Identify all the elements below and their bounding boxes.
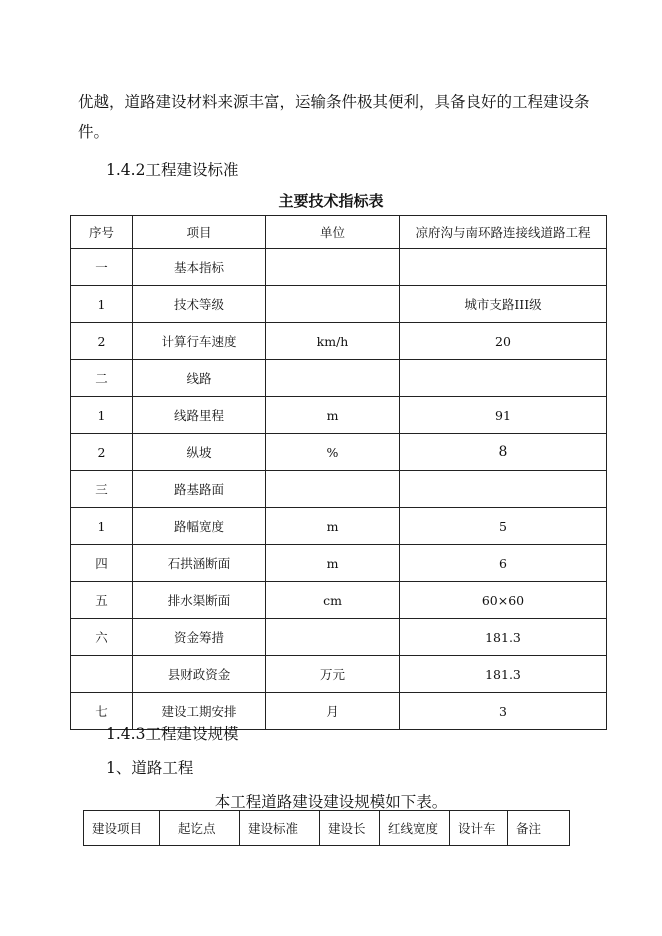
cell-item: 路幅宽度 (133, 508, 266, 545)
header-design-vehicle: 设计车 (450, 811, 508, 846)
cell-value: 8 (400, 434, 607, 471)
cell-item: 纵坡 (133, 434, 266, 471)
cell-item: 资金筹措 (133, 619, 266, 656)
header-standard: 建设标准 (240, 811, 320, 846)
cell-no: 1 (71, 397, 133, 434)
cell-value: 城市支路III级 (400, 286, 607, 323)
table-row (71, 397, 607, 434)
cell-unit (266, 619, 400, 656)
header-no: 序号 (71, 216, 133, 249)
cell-no: 四 (71, 545, 133, 582)
table-row (71, 323, 607, 360)
table-row (71, 249, 607, 286)
cell-value: 3 (400, 693, 607, 730)
table-row (71, 582, 607, 619)
cell-item: 线路 (133, 360, 266, 397)
header-project: 凉府沟与南环路连接线道路工程 (400, 216, 607, 249)
intro-line-2: 件。 (78, 123, 110, 141)
table-row (71, 656, 607, 693)
table-row (71, 545, 607, 582)
section-heading-1-4-3: 1.4.3工程建设规模 (106, 725, 239, 743)
scale-header-row (84, 811, 570, 846)
cell-value (400, 249, 607, 286)
header-start-end: 起讫点 (160, 811, 240, 846)
cell-value: 20 (400, 323, 607, 360)
subsection-road-works: 1、道路工程 (106, 759, 194, 777)
table-row (71, 619, 607, 656)
cell-value: 181.3 (400, 656, 607, 693)
table-row (71, 360, 607, 397)
cell-unit: 月 (266, 693, 400, 730)
construction-scale-table (83, 810, 570, 846)
cell-unit (266, 471, 400, 508)
table-row (71, 508, 607, 545)
table-row (71, 434, 607, 471)
header-construction-item: 建设项目 (84, 811, 160, 846)
header-length: 建设长 (320, 811, 380, 846)
cell-item: 线路里程 (133, 397, 266, 434)
cell-value: 60×60 (400, 582, 607, 619)
cell-value: 91 (400, 397, 607, 434)
table-title: 主要技术指标表 (278, 192, 384, 210)
cell-unit: m (266, 545, 400, 582)
cell-unit: m (266, 508, 400, 545)
cell-unit (266, 286, 400, 323)
cell-no: 七 (71, 693, 133, 730)
cell-no (71, 656, 133, 693)
cell-unit: cm (266, 582, 400, 619)
cell-value (400, 360, 607, 397)
cell-no: 五 (71, 582, 133, 619)
cell-unit (266, 249, 400, 286)
cell-unit (266, 360, 400, 397)
cell-no: 六 (71, 619, 133, 656)
cell-item: 石拱涵断面 (133, 545, 266, 582)
header-remarks: 备注 (508, 811, 570, 846)
cell-unit: m (266, 397, 400, 434)
cell-no: 三 (71, 471, 133, 508)
cell-item: 技术等级 (133, 286, 266, 323)
cell-no: 1 (71, 286, 133, 323)
cell-no: 2 (71, 323, 133, 360)
cell-unit: % (266, 434, 400, 471)
table-row (71, 286, 607, 323)
cell-item: 县财政资金 (133, 656, 266, 693)
header-red-line-width: 红线宽度 (380, 811, 450, 846)
header-unit: 单位 (266, 216, 400, 249)
technical-indicators-table (70, 215, 607, 730)
cell-no: 二 (71, 360, 133, 397)
cell-item: 路基路面 (133, 471, 266, 508)
cell-value (400, 471, 607, 508)
cell-item: 排水渠断面 (133, 582, 266, 619)
cell-item: 基本指标 (133, 249, 266, 286)
cell-unit: 万元 (266, 656, 400, 693)
cell-no: 一 (71, 249, 133, 286)
table-row (71, 471, 607, 508)
cell-value: 6 (400, 545, 607, 582)
section-heading-1-4-2: 1.4.2工程建设标准 (106, 161, 239, 179)
table-header-row (71, 216, 607, 249)
cell-unit: km/h (266, 323, 400, 360)
header-item: 项目 (133, 216, 266, 249)
cell-item: 计算行车速度 (133, 323, 266, 360)
intro-line-1: 优越，道路建设材料来源丰富，运输条件极其便利，具备良好的工程建设条 (78, 93, 590, 111)
cell-value: 5 (400, 508, 607, 545)
scale-table-caption: 本工程道路建设建设规模如下表。 (214, 793, 448, 811)
cell-value: 181.3 (400, 619, 607, 656)
cell-no: 1 (71, 508, 133, 545)
cell-no: 2 (71, 434, 133, 471)
cell-item: 建设工期安排 (133, 693, 266, 730)
